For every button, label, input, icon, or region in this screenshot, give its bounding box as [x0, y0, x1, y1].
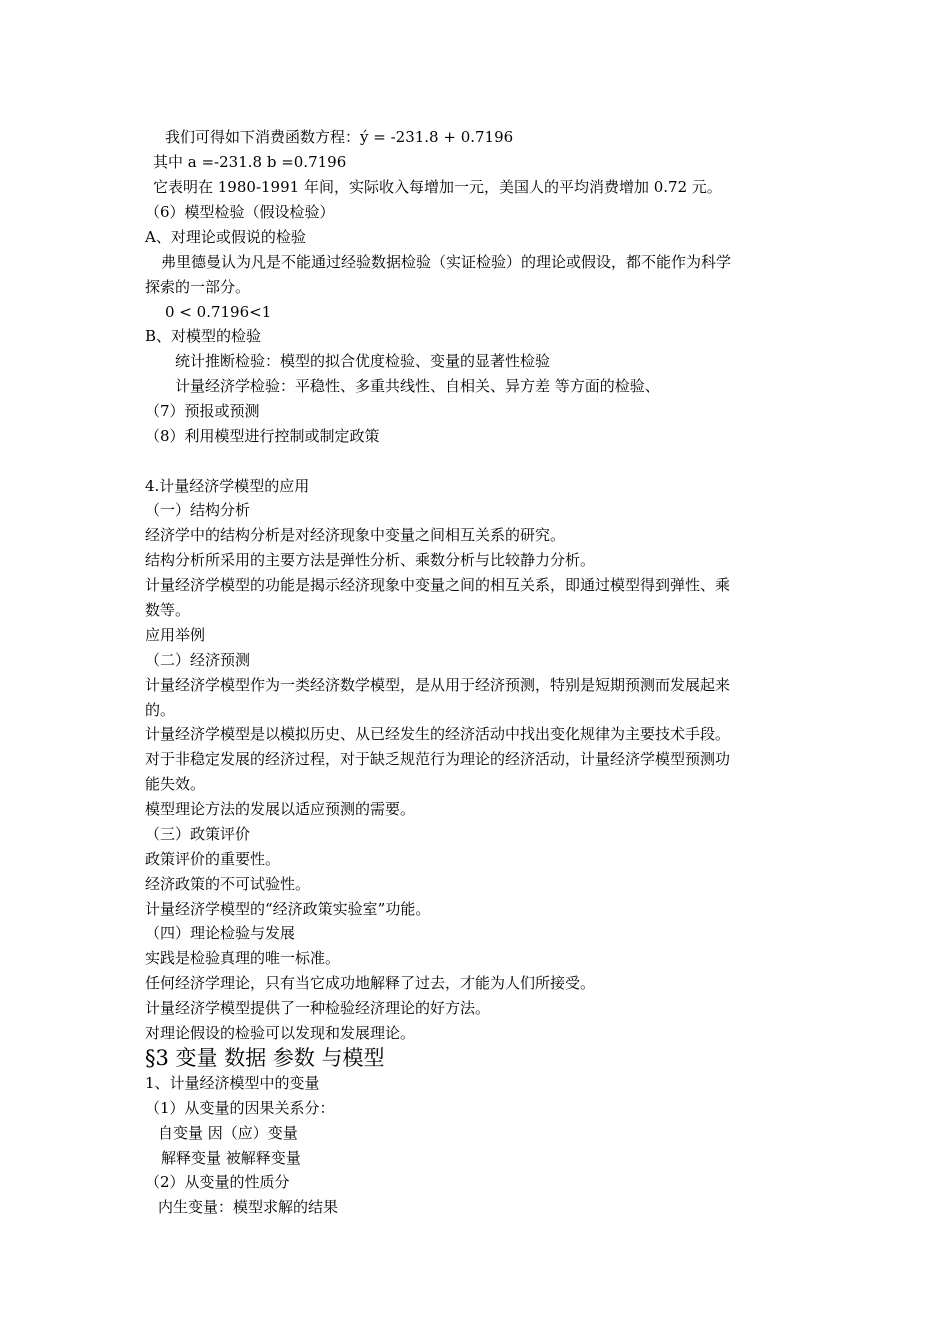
text-line-27: 模型理论方法的发展以适应预测的需要。 [145, 800, 416, 818]
text-line-30: 经济政策的不可试验性。 [145, 875, 311, 893]
text-line-9: B、对模型的检验 [145, 327, 262, 345]
text-line-15: （一）结构分析 [145, 501, 251, 519]
text-line-6: 弗里德曼认为凡是不能通过经验数据检验（实证检验）的理论或假设，都不能作为科学 [161, 253, 732, 271]
text-line-32: （四）理论检验与发展 [145, 924, 296, 942]
text-line-1: 我们可得如下消费函数方程：ý = -231.8 + 0.7196 [165, 128, 514, 146]
text-line-35: 计量经济学模型提供了一种检验经济理论的好方法。 [145, 999, 491, 1017]
text-line-40: 自变量 因（应）变量 [158, 1124, 298, 1142]
text-line-33: 实践是检验真理的唯一标准。 [145, 949, 341, 967]
text-line-43: 内生变量：模型求解的结果 [158, 1198, 339, 1216]
text-line-11: 计量经济学检验：平稳性、多重共线性、自相关、异方差 等方面的检验、 [175, 377, 660, 395]
text-line-5: A、对理论或假说的检验 [145, 228, 306, 246]
text-line-20: 应用举例 [145, 626, 206, 644]
text-line-34: 任何经济学理论，只有当它成功地解释了过去，才能为人们所接受。 [145, 974, 596, 992]
text-line-22: 计量经济学模型作为一类经济数学模型，是从用于经济预测，特别是短期预测而发展起来 [145, 676, 731, 694]
text-line-24: 计量经济学模型是以模拟历史、从已经发生的经济活动中找出变化规律为主要技术手段。 [145, 725, 731, 743]
text-line-14: 4.计量经济学模型的应用 [145, 477, 310, 495]
text-line-8: 0 < 0.7196<1 [165, 303, 272, 321]
text-line-10: 统计推断检验：模型的拟合优度检验、变量的显著性检验 [175, 352, 551, 370]
text-line-16: 经济学中的结构分析是对经济现象中变量之间相互关系的研究。 [145, 526, 566, 544]
text-line-28: （三）政策评价 [145, 825, 251, 843]
text-line-29: 政策评价的重要性。 [145, 850, 281, 868]
text-line-41: 解释变量 被解释变量 [161, 1149, 301, 1167]
text-line-39: （1）从变量的因果关系分： [145, 1099, 335, 1117]
text-line-17: 结构分析所采用的主要方法是弹性分析、乘数分析与比较静力分析。 [145, 551, 596, 569]
text-line-18: 计量经济学模型的功能是揭示经济现象中变量之间的相互关系，即通过模型得到弹性、乘 [145, 576, 731, 594]
text-line-13: （8）利用模型进行控制或制定政策 [145, 427, 380, 445]
text-line-36: 对理论假设的检验可以发现和发展理论。 [145, 1024, 416, 1042]
text-line-2: 其中 a =-231.8 b =0.7196 [153, 153, 347, 171]
text-line-12: （7）预报或预测 [145, 402, 260, 420]
text-line-31: 计量经济学模型的“经济政策实验室”功能。 [145, 900, 431, 918]
text-line-26: 能失效。 [145, 775, 206, 793]
text-line-25: 对于非稳定发展的经济过程，对于缺乏规范行为理论的经济活动，计量经济学模型预测功 [145, 750, 731, 768]
text-line-42: （2）从变量的性质分 [145, 1173, 290, 1191]
section-heading: §3 变量 数据 参数 与模型 [145, 1046, 385, 1070]
text-line-23: 的。 [145, 701, 176, 719]
text-line-38: 1、计量经济模型中的变量 [145, 1074, 320, 1092]
text-line-4: （6）模型检验（假设检验） [145, 203, 335, 221]
text-line-19: 数等。 [145, 601, 191, 619]
text-line-7: 探索的一部分。 [145, 278, 251, 296]
text-line-3: 它表明在 1980-1991 年间，实际收入每增加一元，美国人的平均消费增加 0.72 元。 [153, 178, 722, 196]
text-line-21: （二）经济预测 [145, 651, 251, 669]
